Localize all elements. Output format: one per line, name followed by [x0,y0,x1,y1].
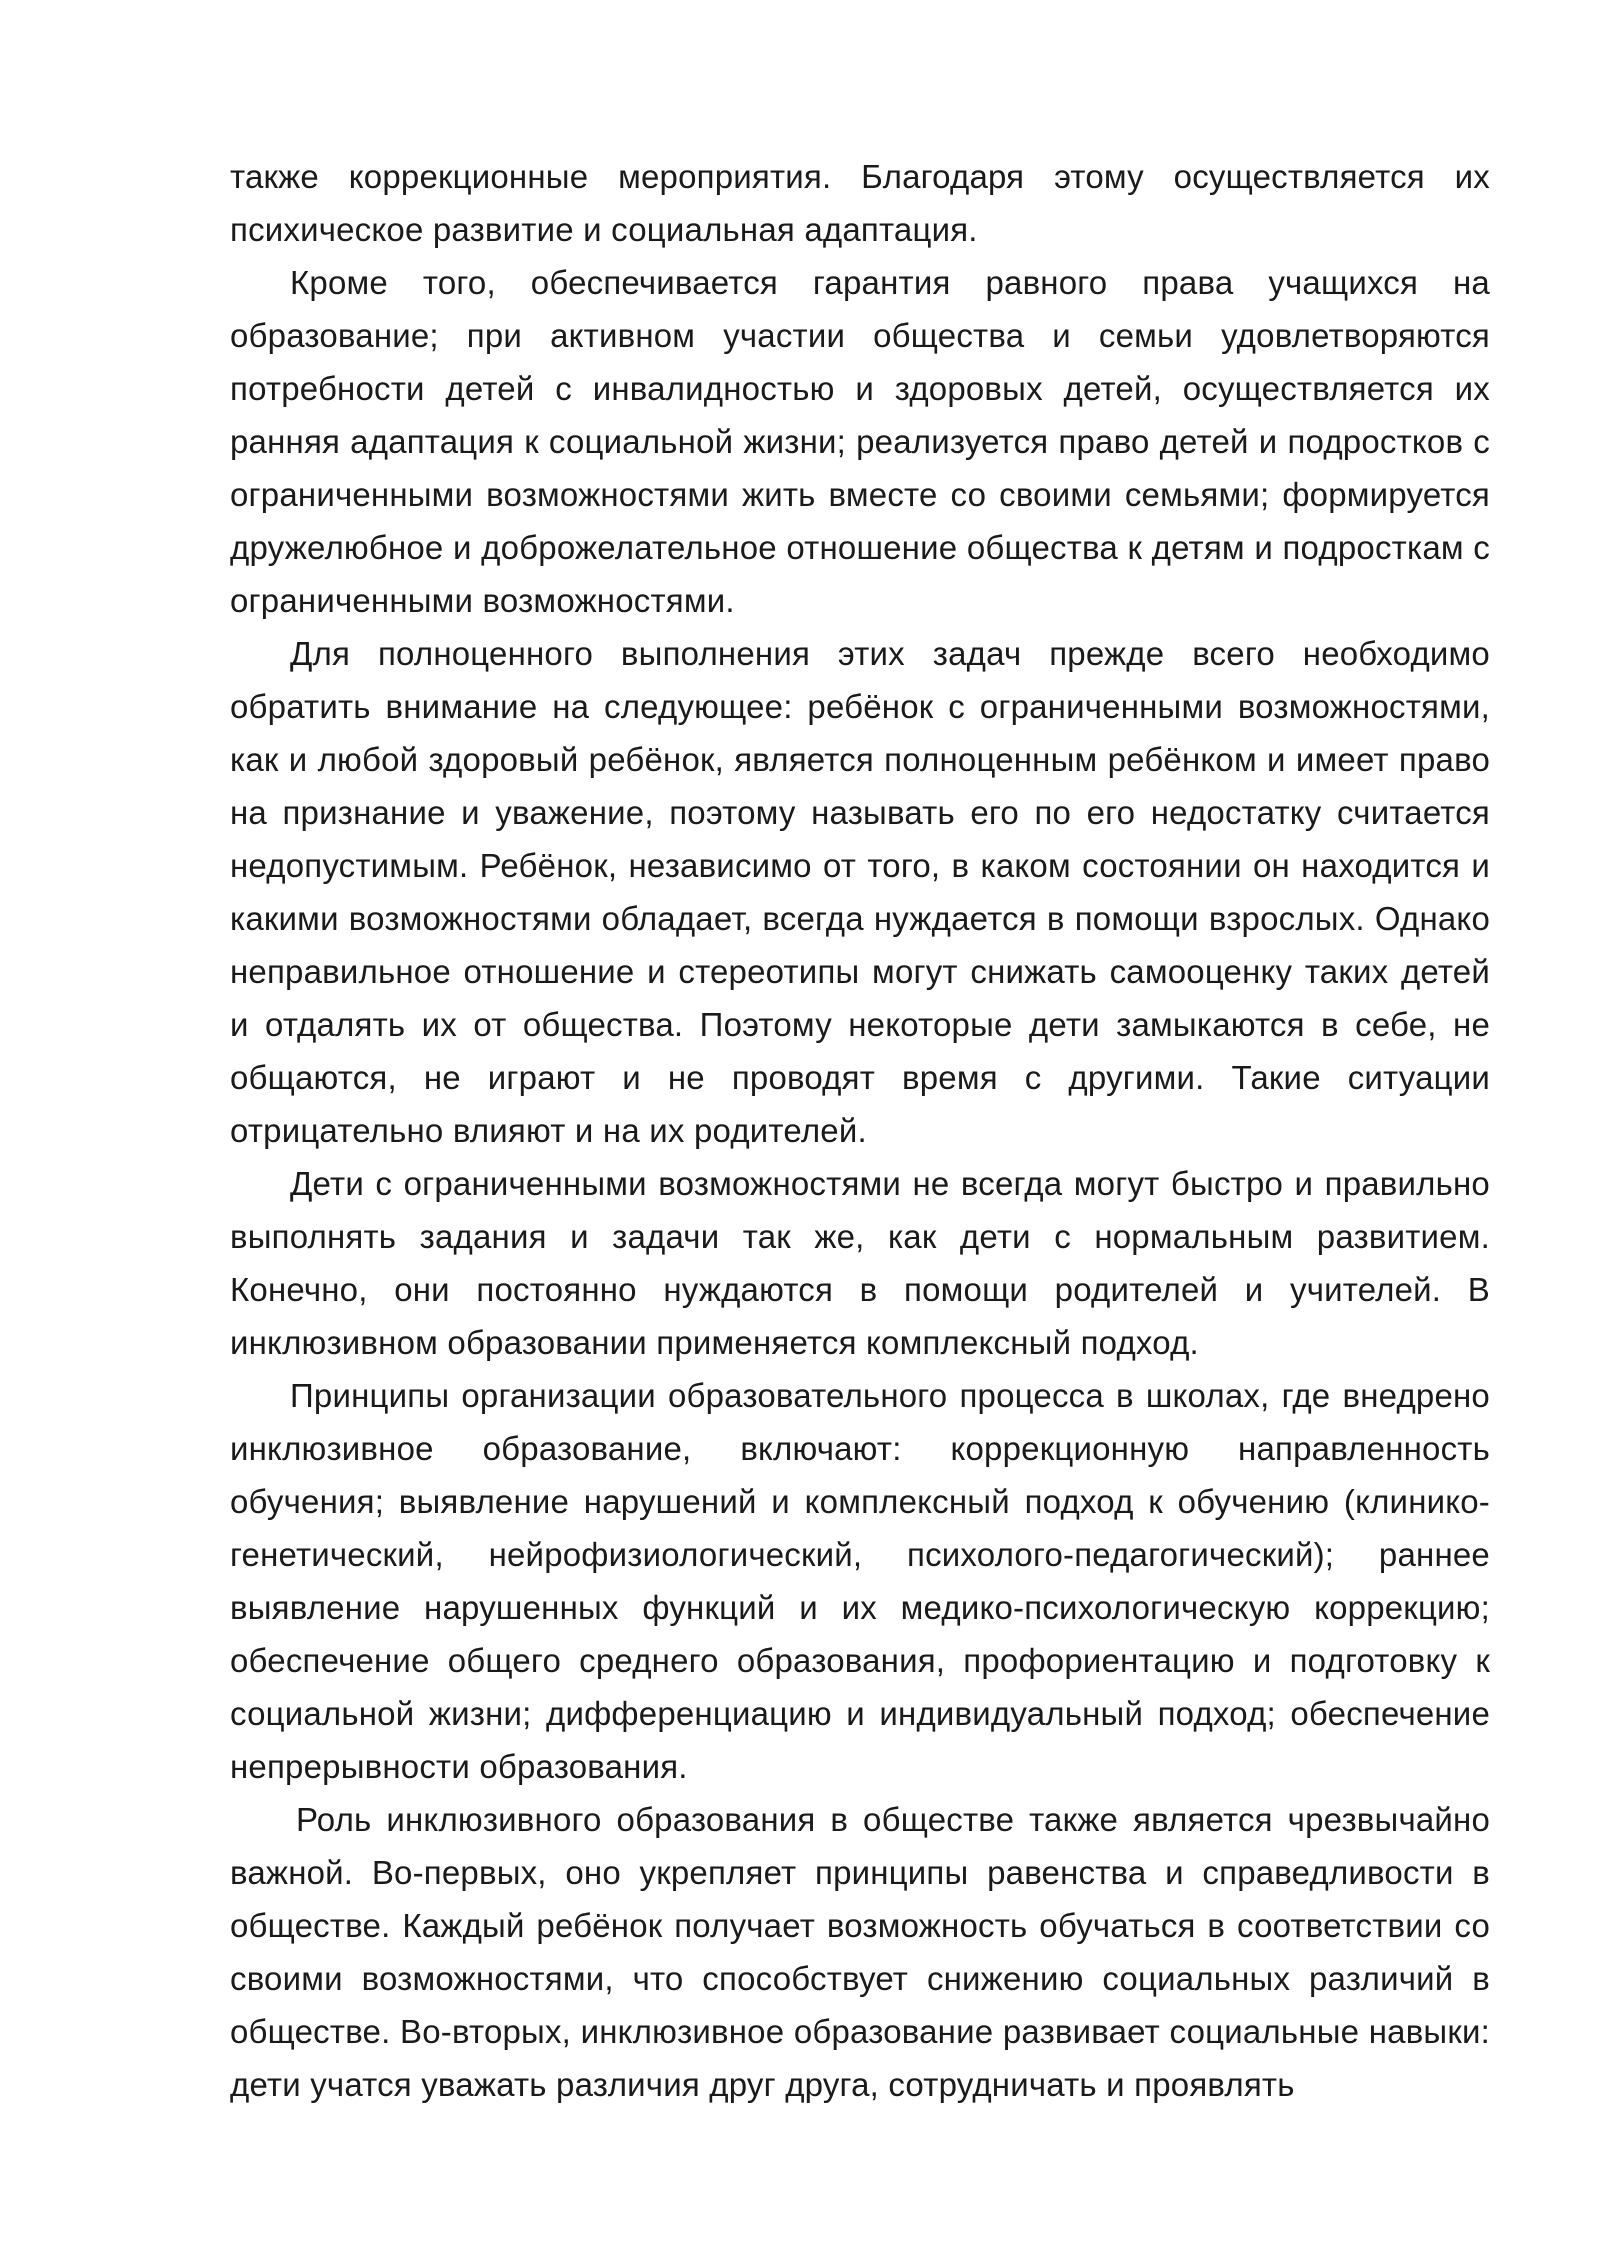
paragraph-equal-rights: Кроме того, обеспечивается гарантия равного права учащихся на образование; при активном участии общества и семьи удовлетворяются потребности детей с инвалидностью и здоровых детей, осуществляется их ранняя адаптация к социальной жизни; реализуется право детей и подростков с ограниченными возможностями жить вместе со своими семьями; формируется дружелюбное и доброжелательное отношение общества к детям и подросткам с ограниченными возможностями. [230,264,1490,619]
paragraph-society-role: Роль инклюзивного образования в обществе также является чрезвычайно важной. Во-первых, оно укрепляет принципы равенства и справедливости в обществе. Каждый ребёнок получает возможность обучаться в соответствии со своими возможностями, что способствует снижению социальных различий в обществе. Во-вторых, инклюзивное образование развивает социальные навыки: дети учатся уважать различия друг друга, сотрудничать и проявлять [230,1801,1490,2103]
paragraph-tasks: Для полноценного выполнения этих задач прежде всего необходимо обратить внимание на следующее: ребёнок с ограниченными возможностями, как и любой здоровый ребёнок, является полноценным ребёнком и имеет право на признание и уважение, поэтому называть его по его недостатку считается недопустимым. Ребёнок, независимо от того, в каком состоянии он находится и какими возможностями обладает, всегда нуждается в помощи взрослых. Однако неправильное отношение и стереотипы могут снижать самооценку таких детей и отдалять их от общества. Поэтому некоторые дети замыкаются в себе, не общаются, не играют и не проводят время с другими. Такие ситуации отрицательно влияют и на их родителей. [230,635,1490,1149]
paragraph-complex-approach: Дети с ограниченными возможностями не всегда могут быстро и правильно выполнять задания и задачи так же, как дети с нормальным развитием. Конечно, они постоянно нуждаются в помощи родителей и учителей. В инклюзивном образовании применяется комплексный подход. [230,1165,1490,1361]
paragraph-continuation: также коррекционные мероприятия. Благодаря этому осуществляется их психическое развитие и социальная адаптация. [230,158,1490,248]
document-page [230,150,1490,2111]
paragraph-principles: Принципы организации образовательного процесса в школах, где внедрено инклюзивное образование, включают: коррекционную направленность обучения; выявление нарушений и комплексный подход к обучению (клинико-генетический, нейрофизиологический, психолого-педагогический); раннее выявление нарушенных функций и их медико-психологическую коррекцию; обеспечение общего среднего образования, профориентацию и подготовку к социальной жизни; дифференциацию и индивидуальный подход; обеспечение непрерывности образования. [230,1377,1490,1785]
